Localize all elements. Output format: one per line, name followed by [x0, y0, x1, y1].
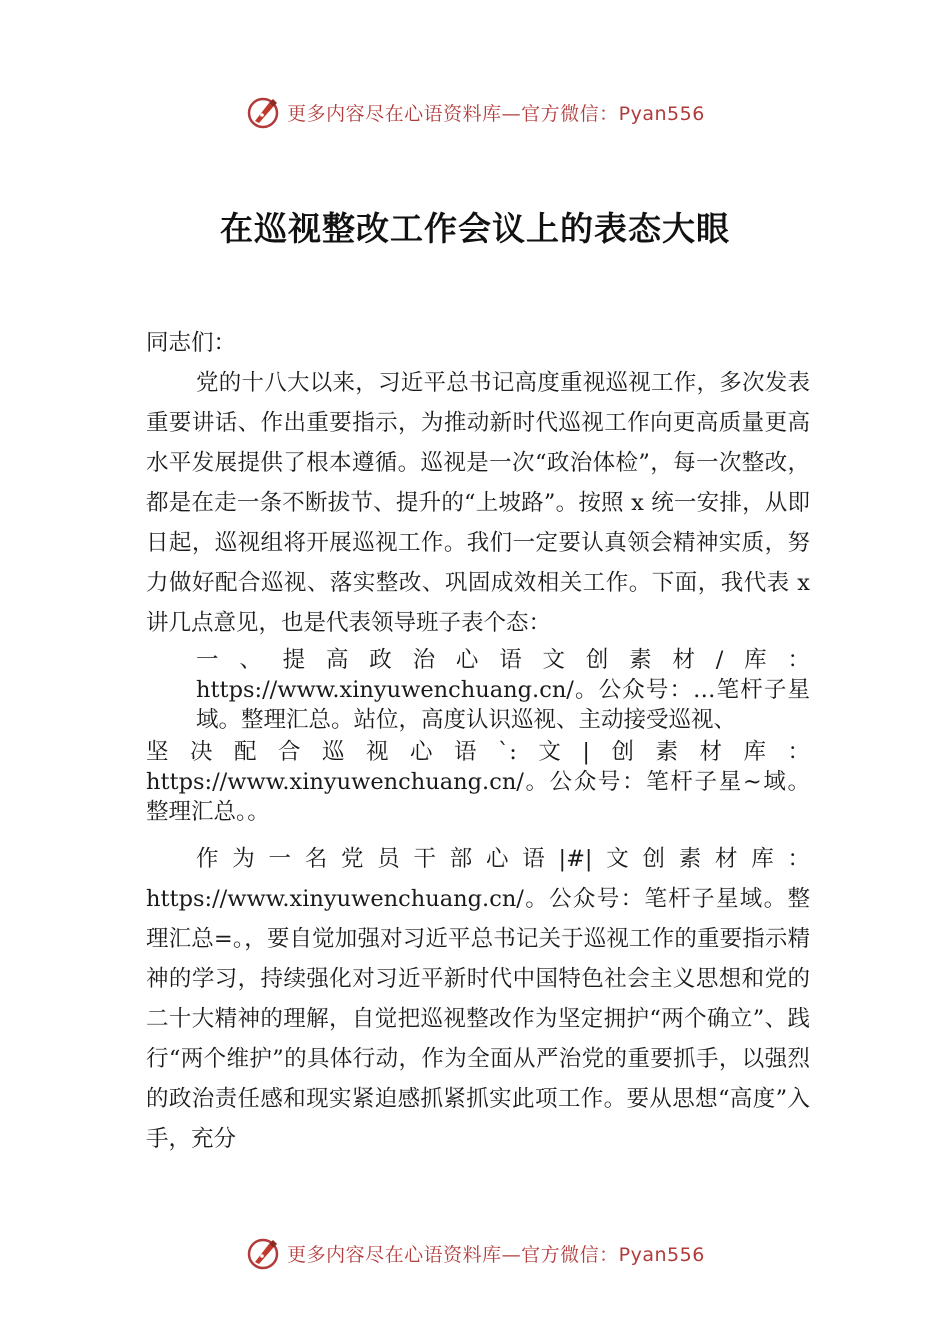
paragraph: 党的十八大以来，习近平总书记高度重视巡视工作，多次发表重要讲话、作出重要指示，为推动新时代巡视工作向更高质量更高水平发展提供了根本遵循。巡视是一次“政治体检”，每一次整改，都是在走一条不断拔节、提升的“上坡路”。按照 x 统一安排，从即日起，巡视组将开展巡视工作。我们一定要认真领会精神实质，努力做好配合巡视、落实整改、巩固成效相关工作。下面，我代表 x 讲几点意见，也是代表领导班子表个态：	[146, 370, 810, 636]
banner-text: 更多内容尽在心语资料库—官方微信：Pyan556	[287, 102, 705, 125]
paragraph: 坚决配合巡视心语`:文|创素材库：https://www.xinyuwenchuang.cn/。公众号：笔杆子星~域。整理汇总。。	[146, 739, 810, 825]
paragraph: 作为一名党员干部心语|#|文创素材库：https://www.xinyuwenchuang.cn/。公众号：笔杆子星域。整理汇总=。，要自觉加强对习近平总书记关于巡视工作的重要指示精神的学习，持续强化对习近平新时代中国特色社会主义思想和党的二十大精神的理解，自觉把巡视整改作为坚定拥护“两个确立”、践行“两个维护”的具体行动，作为全面从严治党的重要抓手，以强烈的政治责任感和现实紧迫感抓紧抓实此项工作。要从思想“高度”入手，充分	[146, 846, 810, 1152]
document-title: 在巡视整改工作会议上的表态大眼	[220, 209, 730, 248]
footer-banner	[0, 1233, 950, 1273]
banner-text: 更多内容尽在心语资料库—官方微信：Pyan556	[287, 1243, 705, 1266]
pen-nib-logo-icon	[245, 94, 281, 130]
document-body	[146, 323, 810, 1159]
pen-nib-logo-icon	[245, 1235, 281, 1271]
header-banner	[0, 92, 950, 132]
section-heading: 一、提高政治心语文创素材/库：https://www.xinyuwenchuang.cn/。公众号：…笔杆子星域。整理汇总。站位，高度认识巡视、主动接受巡视、	[196, 647, 810, 733]
greeting: 同志们：	[146, 330, 237, 356]
